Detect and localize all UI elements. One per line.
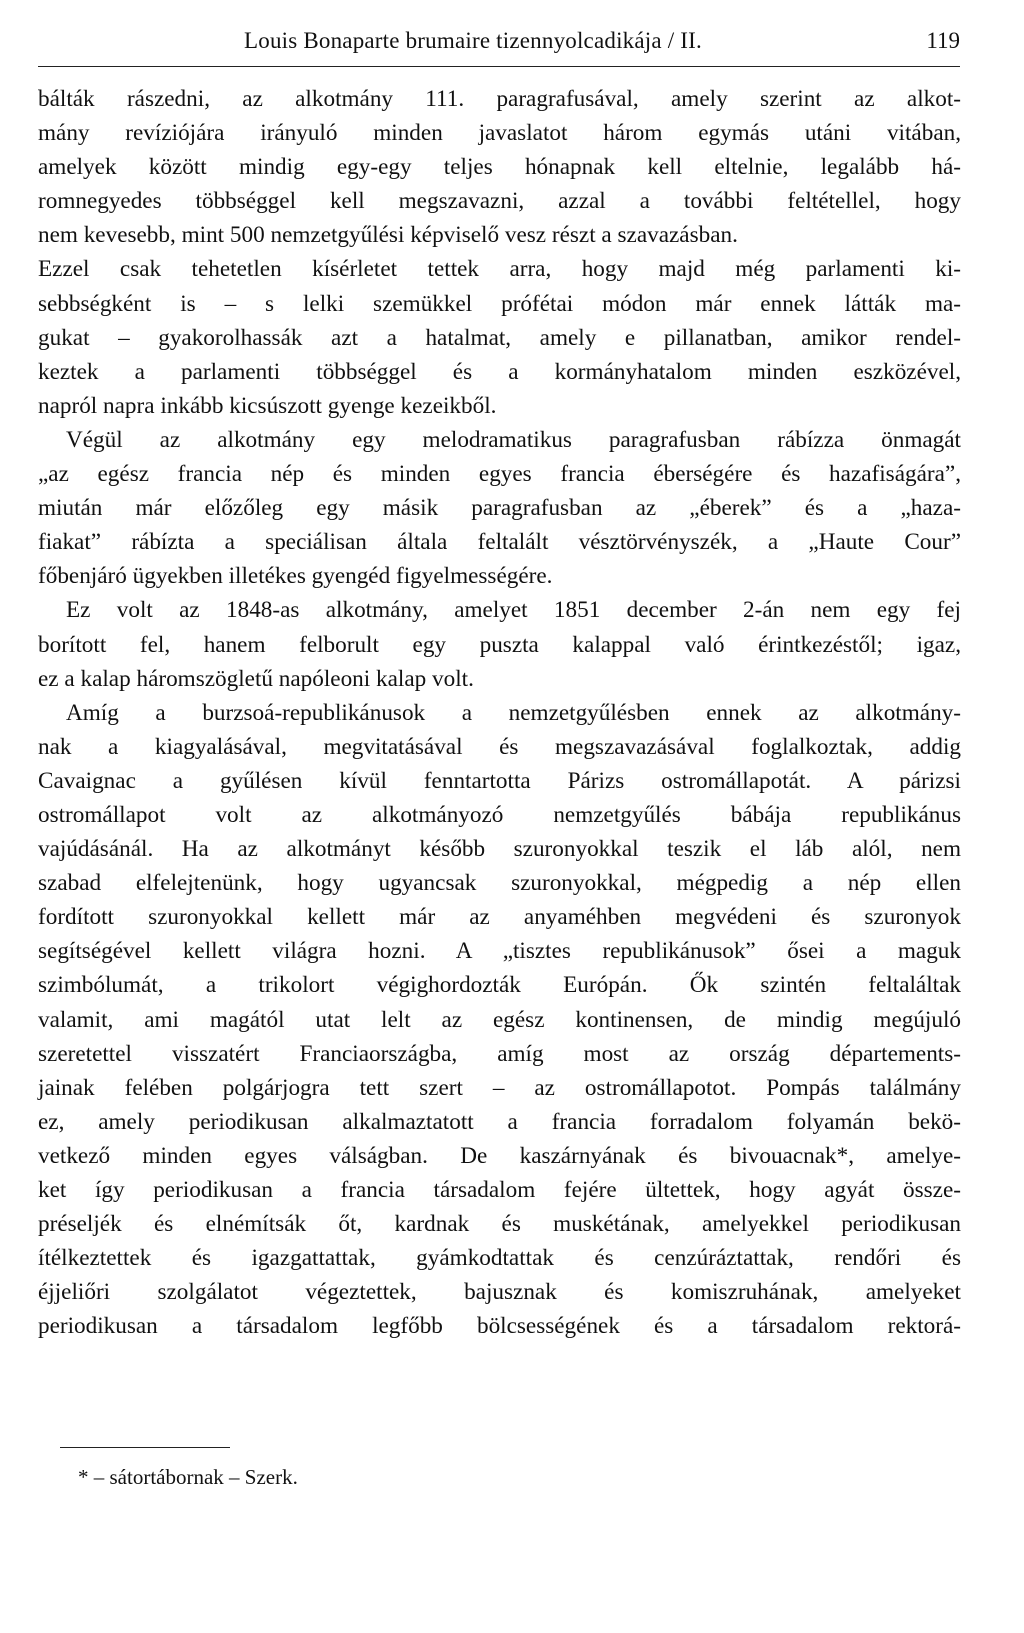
text-line: gukat – gyakorolhassák azt a hatalmat, amely e pillanatban, amikor rendel- [38, 324, 961, 351]
text-line: szeretettel visszatért Franciaországba, amíg most az ország départements- [38, 1040, 961, 1067]
text-line: főbenjáró ügyekben illetékes gyengéd figyelmességére. [38, 563, 553, 590]
text-line: mány revíziójára irányuló minden javaslatot három egymás utáni vitában, [38, 120, 961, 147]
text-line: amelyek között mindig egy-egy teljes hónapnak kell eltelnie, legalább há- [38, 154, 961, 181]
text-line: Végül az alkotmány egy melodramatikus paragrafusban rábízza önmagát [66, 426, 961, 453]
text-line: sebbségként is – s lelki szemükkel prófétai módon már ennek látták ma- [38, 290, 961, 317]
header-rule [38, 66, 960, 67]
text-line: nak a kiagyalásával, megvitatásával és megszavazásával foglalkoztak, addig [38, 733, 961, 760]
text-line: fiakat” rábízta a speciálisan általa feltalált vésztörvényszék, a „Haute Cour” [38, 529, 961, 556]
body-text [38, 82, 961, 1343]
text-line: romnegyedes többséggel kell megszavazni, azzal a további feltétellel, hogy [38, 188, 961, 215]
text-line: vajúdásánál. Ha az alkotmányt később szuronyokkal teszik el láb alól, nem [38, 836, 961, 863]
text-line: Ezzel csak tehetetlen kísérletet tettek arra, hogy majd még parlamenti ki- [38, 256, 961, 283]
text-line: jainak felében polgárjogra tett szert – az ostromállapotot. Pompás találmány [38, 1074, 961, 1101]
page-number: 119 [926, 28, 960, 53]
text-line: segítségével kellett világra hozni. A „tisztes republikánusok” ősei a maguk [38, 938, 961, 965]
footnote-rule [60, 1447, 230, 1448]
text-line: borított fel, hanem felborult egy puszta kalappal való érintkezéstől; igaz, [38, 631, 961, 658]
text-line: szabad elfelejtenünk, hogy ugyancsak szuronyokkal, mégpedig a nép ellen [38, 870, 961, 897]
text-line: periodikusan a társadalom legfőbb bölcsességének és a társadalom rektorá- [38, 1313, 961, 1340]
text-line: éjjeliőri szolgálatot végeztettek, bajusznak és komiszruhának, amelyeket [38, 1279, 961, 1306]
text-line: ítélkeztettek és igazgattattak, gyámkodtattak és cenzúráztattak, rendőri és [38, 1245, 961, 1272]
text-line: fordított szuronyokkal kellett már az anyaméhben megvédeni és szuronyok [38, 904, 961, 931]
text-line: „az egész francia nép és minden egyes francia éberségére és hazafiságára”, [38, 461, 961, 488]
text-line: Ez volt az 1848-as alkotmány, amelyet 1851 december 2-án nem egy fej [66, 597, 961, 624]
text-line: bálták rászedni, az alkotmány 111. paragrafusával, amely szerint az alkot- [38, 86, 961, 112]
text-line: napról napra inkább kicsúszott gyenge kezeikből. [38, 392, 497, 419]
text-line: valamit, ami magától utat lelt az egész kontinensen, de mindig megújuló [38, 1006, 961, 1033]
running-title: Louis Bonaparte brumaire tizennyolcadikája / II. [244, 28, 702, 53]
text-line: nem kevesebb, mint 500 nemzetgyűlési képviselő vesz részt a szavazásban. [38, 222, 738, 249]
text-line: szimbólumát, a trikolort végighordozták Európán. Ők szintén feltaláltak [38, 972, 961, 999]
text-line: ket így periodikusan a francia társadalom fejére ültettek, hogy agyát össze- [38, 1177, 961, 1203]
text-line: keztek a parlamenti többséggel és a kormányhatalom minden eszközével, [38, 358, 961, 385]
text-line: ez, amely periodikusan alkalmaztatott a francia forradalom folyamán bekö- [38, 1108, 961, 1135]
text-line: ez a kalap háromszögletű napóleoni kalap volt. [38, 665, 474, 692]
text-line: ostromállapot volt az alkotmányozó nemzetgyűlés bábája republikánus [38, 801, 961, 828]
text-line: Amíg a burzsoá-republikánusok a nemzetgyűlésben ennek az alkotmány- [66, 699, 961, 726]
page-header [38, 26, 980, 60]
footnote: * – sátortábornak – Szerk. [78, 1465, 298, 1489]
text-line: Cavaignac a gyűlésen kívül fenntartotta Párizs ostromállapotát. A párizsi [38, 767, 961, 794]
text-line: préseljék és elnémítsák őt, kardnak és muskétának, amelyekkel periodikusan [38, 1211, 961, 1238]
text-line: miután már előzőleg egy másik paragrafusban az „éberek” és a „haza- [38, 495, 961, 522]
text-line: vetkező minden egyes válságban. De kaszárnyának és bivouacnak*, amelye- [38, 1142, 961, 1169]
